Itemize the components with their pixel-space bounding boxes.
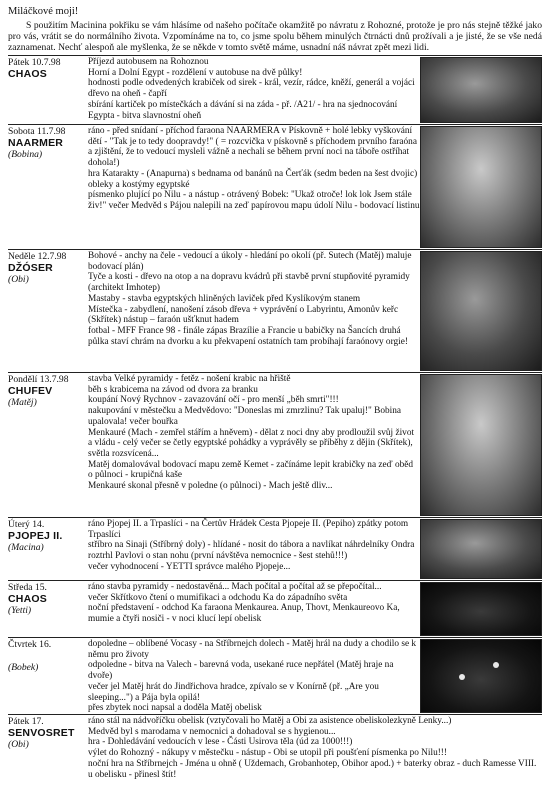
day-date: Sobota 11.7.98 <box>8 126 66 137</box>
pharaoh-name: CHAOS <box>8 68 47 80</box>
day-line: koupání Nový Rychnov - zavazování očí - pro menší „běh smrti"!!! <box>88 395 339 406</box>
day-date: Úterý 14. <box>8 519 45 530</box>
page <box>8 6 542 799</box>
day-entry <box>8 249 542 372</box>
pharaoh-name: CHUFEV <box>8 385 53 397</box>
day-line: večer jel Matěj hrát do Jindřichova hradce, zpívalo se v Konírně (př. „Are you sleeping...") a Pája byla opilá! <box>88 681 379 703</box>
day-line: Matěj domalovával bodovací mapu země Kemet - začínáme lepit krabičky na zeď oběd o půlnoci - krupičná kaše <box>88 459 414 481</box>
day-leader: (Matěj) <box>8 397 37 408</box>
day-line: písmenko plující po Nilu - a nástup - otrávený Bobek: "Ukaž otroče! lok lok Jsem stále živ!" večer Medvěd s Pájou nalepili na zeď papírovou mapu údolí Nilu - bodovací listinu <box>88 190 420 211</box>
photo <box>420 519 542 579</box>
day-body <box>88 716 538 780</box>
day-date: Středa 15. <box>8 582 47 593</box>
day-body <box>88 519 420 573</box>
day-leader: (Obi) <box>8 274 29 285</box>
day-line: hra - Dohledávání vedoucích v lese - Části Usirova těla (úd za 1000!!!) <box>88 737 353 748</box>
day-line: Mastaby - stavba egyptských hliněných laviček před Kyslíkovým stanem <box>88 293 361 304</box>
day-leader: (Bobek) <box>8 662 39 673</box>
day-date: Čtvrtek 16. <box>8 639 52 650</box>
day-body <box>88 57 420 121</box>
day-entry <box>8 124 542 249</box>
day-entry <box>8 580 542 637</box>
day-line: běh s krabicema na závod od dvora za branku <box>88 384 258 395</box>
day-body <box>88 251 420 347</box>
pharaoh-name: CHAOS <box>8 593 47 605</box>
day-leader: (Bobina) <box>8 149 43 160</box>
photo <box>420 374 542 516</box>
day-line: Místečka - zabydlení, nanošení zásob dřeva + vyprávění o Labyrintu, Amonův keřc (Skřítek) nástup – faraón ušťknut hadem <box>88 304 399 326</box>
day-line: Menkauré (Mach - zemřel stářím a hněvem) - dělat z noci dny aby prodloužil svůj život a vládu - celý večer se četly egyptské pohádky a vyprávěly se příběhy z dějin (Skřítek), světla rozsvícená... <box>88 427 415 459</box>
day-body <box>88 126 420 212</box>
day-label <box>8 519 84 553</box>
day-line: Bohové - anchy na čele - vedoucí a úkoly - hledání po okolí (př. Sutech (Matěj) maluje bodovací plán) <box>88 251 412 272</box>
day-line: noční představení - odchod Ka faraona Menkaurea. Anup, Thovt, Menkaureovo Ka, mumie a čtyři nosiči - v noci klucí lepí obelisk <box>88 603 400 625</box>
day-entry <box>8 517 542 580</box>
day-line: večer Skřítkovo čtení o mumifikaci a odchodu Ka do západního světa <box>88 592 348 603</box>
day-line: přes zbytek noci napsal a doděla Matěj obelisk <box>88 703 262 714</box>
day-line: Medvěd byl s marodama v nemocnici a dohadoval se s hygienou... <box>88 726 336 737</box>
day-entry <box>8 372 542 517</box>
day-body <box>88 639 420 714</box>
day-date: Pátek 10.7.98 <box>8 57 61 68</box>
day-line: ráno stavba pyramidy - nedostavěná... Mach počítal a počítal až se přepočítal... <box>88 582 382 592</box>
day-line: fotbal - MFF France 98 - finále zápas Brazílie a Francie u babičky na Šancích druhá půlka staví chrám na dvorku a ku překvapení ostatních tam probíhají faraónovy orgie! <box>88 325 408 347</box>
day-label <box>8 126 84 160</box>
day-label <box>8 582 84 616</box>
day-line: večer vyhodnocení - YETTI správce malého Pjopeje... <box>88 561 291 572</box>
day-line: sbírání kartiček po místečkách a dávání si na záda - př. /A21/ - hra na sjednocování Egypta - bitva slavnostní oheň <box>88 99 398 121</box>
day-line: hodnosti podle odvedených krabiček od sirek - král, vezír, rádce, kněží, generál a vojáci dřevo na oheň - čapří <box>88 78 415 100</box>
intro-paragraph: S použitím Macinina pokřiku se vám hlásíme od našeho počítače okamžitě po návratu z Rohozné, protože je pro nás stejně těžké jako pro vás, vrátit se do normálního života. Vzpomínáme na to, co jsme spolu během minulých čtrnácti dnů prožívali a je jisté, že se vše nedá zaznamenat. Nechť alespoň ale myšlenka, že se někde v tomto světě máme, usnadní náš návrat zpět mezi lidi. <box>8 20 542 53</box>
day-entry <box>8 714 542 799</box>
day-label <box>8 374 84 408</box>
day-entry <box>8 637 542 714</box>
day-line: nakupování v městečku a Medvědovo: "Doneslas mi zmrzlinu? Tak upaluj!" Bobina upalovala! večer bouřka <box>88 406 401 427</box>
day-line: Příjezd autobusem na Rohoznou <box>88 57 209 67</box>
light-spot <box>459 674 465 680</box>
day-body <box>88 582 420 625</box>
photo <box>420 639 542 713</box>
day-line: stříbro na Sinaji (Stříbrný doly) - hlídané - nosit do tábora a navlíkat náhrdelníky Ondra roztrhl Pavlovi o stan nohu (první návštěva nemocnice - šest stehů!!!) <box>88 540 415 562</box>
light-spot <box>493 662 499 668</box>
day-date: Neděle 12.7.98 <box>8 251 67 262</box>
day-line: ráno Pjopej II. a Trpaslíci - na Čertův Hrádek Cesta Pjopeje II. (Pepiho) zpátky potom Trpaslíci <box>88 519 409 540</box>
day-date: Pátek 17. <box>8 716 44 727</box>
day-leader: (Macina) <box>8 542 44 553</box>
day-label <box>8 639 84 673</box>
day-line: Horní a Dolní Egypt - rozdělení v autobuse na dvě půlky! <box>88 67 303 78</box>
day-leader: (Yetti) <box>8 605 32 616</box>
day-line: hra Katarakty - (Anapurna) s bednama od banánů na Čerťák (sedm beden na šest dvojic) obleky a kostýmy egyptské <box>88 168 418 190</box>
day-leader: (Obi) <box>8 739 29 750</box>
pharaoh-name: SENVOSRET <box>8 727 75 739</box>
day-line: ráno - před snídaní - příchod faraona NAARMERA v Pískovně + holé lebky vyškování dětí - "Tak je to tedy doopravdy!" ( = rozcvička v pískovně s příchodem prvního faraóna a zjištění, že to vedoucí mysleli vážně a nechali se během první noci na táboře ostříhat dohola!) <box>88 126 417 169</box>
photo <box>420 126 542 248</box>
greeting: Miláčkové moji! <box>8 6 79 17</box>
day-line: Menkauré skonal přesně v poledne (o půlnoci) - Mach ještě dliv... <box>88 481 333 492</box>
day-line: stavba Velké pyramidy - fetěz - nošení krabic na hřiště <box>88 374 291 384</box>
day-entry <box>8 55 542 124</box>
day-line: výlet do Rohozný - nákupy v městečku - nástup - Obi se utopil při poušťení písmenka po Nilu!!! <box>88 748 448 759</box>
pharaoh-name: NAARMER <box>8 137 64 149</box>
day-date: Pondělí 13.7.98 <box>8 374 69 385</box>
day-line: Tyče a kosti - dřevo na otop a na dopravu kvádrů při stavbě první stupňovité pyramidy (architekt Imhotep) <box>88 272 410 294</box>
pharaoh-name: DŽÓSER <box>8 262 53 274</box>
day-line: odpoledne - bitva na Valech - barevná voda, usekané ruce nepřátel (Matěj hraje na dvoře) <box>88 660 394 682</box>
day-line: dopoledne – oblíbené Vocasy - na Stříbrnejch dolech - Matěj hrál na dudy a chodilo se k němu pro životy <box>88 639 417 660</box>
day-label <box>8 716 84 750</box>
pharaoh-name: PJOPEJ II. <box>8 530 63 542</box>
photo <box>420 251 542 371</box>
day-line: noční hra na Stříbrnejch - Jména u ohně ( Uždemach, Grobanhotep, Obihor apod.) + baterky obraz - duch Ramesse VIII. u obelisku - přinesl štít! <box>88 758 537 780</box>
day-label <box>8 251 84 285</box>
photo <box>420 57 542 123</box>
photo <box>420 582 542 636</box>
day-label <box>8 57 84 80</box>
day-line: ráno stál na nádvoříčku obelisk (vztyčovali ho Matěj a Obi za asistence obeliskolezkyně Lenky...) <box>88 716 452 726</box>
day-body <box>88 374 420 492</box>
